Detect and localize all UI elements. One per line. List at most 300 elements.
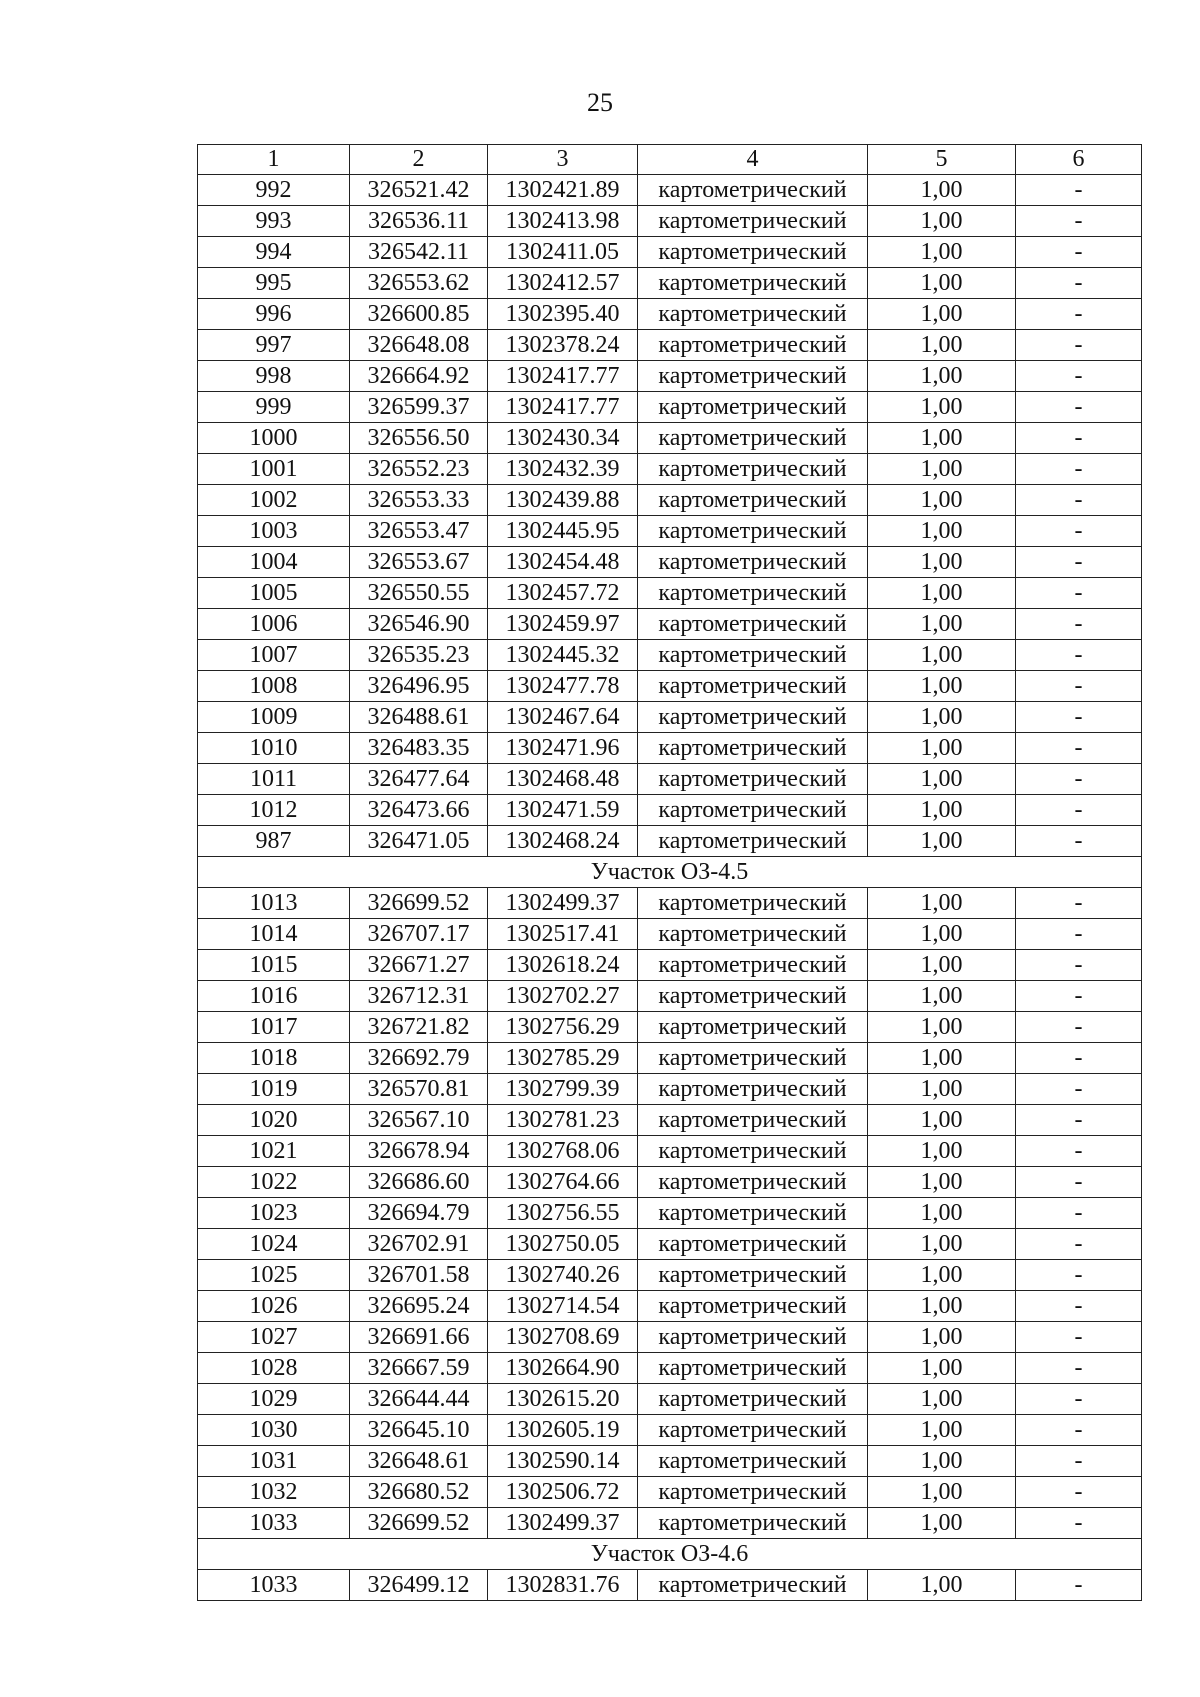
table-row <box>198 454 1142 485</box>
table-row <box>198 330 1142 361</box>
table-row <box>198 795 1142 826</box>
description-cell: - <box>1016 578 1142 609</box>
x-coordinate-cell: 326477.64 <box>350 764 488 795</box>
method-cell: картометрический <box>638 919 868 950</box>
description-cell: - <box>1016 1012 1142 1043</box>
description-cell: - <box>1016 733 1142 764</box>
table-row <box>198 1570 1142 1601</box>
y-coordinate-cell: 1302467.64 <box>488 702 638 733</box>
point-number-cell: 1013 <box>198 888 350 919</box>
method-cell: картометрический <box>638 454 868 485</box>
table-row <box>198 702 1142 733</box>
x-coordinate-cell: 326535.23 <box>350 640 488 671</box>
coordinates-table <box>197 144 1142 1601</box>
description-cell: - <box>1016 299 1142 330</box>
point-number-cell: 1018 <box>198 1043 350 1074</box>
description-cell: - <box>1016 423 1142 454</box>
x-coordinate-cell: 326695.24 <box>350 1291 488 1322</box>
table-row <box>198 299 1142 330</box>
column-header: 4 <box>638 145 868 175</box>
description-cell: - <box>1016 1508 1142 1539</box>
description-cell: - <box>1016 175 1142 206</box>
table-row <box>198 392 1142 423</box>
y-coordinate-cell: 1302459.97 <box>488 609 638 640</box>
x-coordinate-cell: 326536.11 <box>350 206 488 237</box>
x-coordinate-cell: 326600.85 <box>350 299 488 330</box>
section-title-row <box>198 857 1142 888</box>
x-coordinate-cell: 326701.58 <box>350 1260 488 1291</box>
x-coordinate-cell: 326671.27 <box>350 950 488 981</box>
point-number-cell: 1016 <box>198 981 350 1012</box>
point-number-cell: 995 <box>198 268 350 299</box>
y-coordinate-cell: 1302432.39 <box>488 454 638 485</box>
y-coordinate-cell: 1302764.66 <box>488 1167 638 1198</box>
point-number-cell: 1030 <box>198 1415 350 1446</box>
accuracy-cell: 1,00 <box>868 1074 1016 1105</box>
method-cell: картометрический <box>638 237 868 268</box>
description-cell: - <box>1016 702 1142 733</box>
x-coordinate-cell: 326664.92 <box>350 361 488 392</box>
accuracy-cell: 1,00 <box>868 454 1016 485</box>
section-title-row <box>198 1539 1142 1570</box>
method-cell: картометрический <box>638 516 868 547</box>
description-cell: - <box>1016 330 1142 361</box>
point-number-cell: 1031 <box>198 1446 350 1477</box>
method-cell: картометрический <box>638 1508 868 1539</box>
accuracy-cell: 1,00 <box>868 423 1016 454</box>
description-cell: - <box>1016 671 1142 702</box>
point-number-cell: 1033 <box>198 1508 350 1539</box>
method-cell: картометрический <box>638 361 868 392</box>
table-row <box>198 1508 1142 1539</box>
accuracy-cell: 1,00 <box>868 361 1016 392</box>
x-coordinate-cell: 326521.42 <box>350 175 488 206</box>
x-coordinate-cell: 326570.81 <box>350 1074 488 1105</box>
accuracy-cell: 1,00 <box>868 1136 1016 1167</box>
table-row <box>198 1353 1142 1384</box>
description-cell: - <box>1016 1167 1142 1198</box>
table-row <box>198 609 1142 640</box>
x-coordinate-cell: 326553.67 <box>350 547 488 578</box>
method-cell: картометрический <box>638 485 868 516</box>
y-coordinate-cell: 1302445.32 <box>488 640 638 671</box>
y-coordinate-cell: 1302664.90 <box>488 1353 638 1384</box>
description-cell: - <box>1016 1477 1142 1508</box>
y-coordinate-cell: 1302430.34 <box>488 423 638 454</box>
y-coordinate-cell: 1302445.95 <box>488 516 638 547</box>
description-cell: - <box>1016 609 1142 640</box>
method-cell: картометрический <box>638 330 868 361</box>
x-coordinate-cell: 326553.47 <box>350 516 488 547</box>
point-number-cell: 1021 <box>198 1136 350 1167</box>
description-cell: - <box>1016 950 1142 981</box>
table-row <box>198 1105 1142 1136</box>
y-coordinate-cell: 1302499.37 <box>488 1508 638 1539</box>
table-row <box>198 981 1142 1012</box>
y-coordinate-cell: 1302454.48 <box>488 547 638 578</box>
description-cell: - <box>1016 1353 1142 1384</box>
point-number-cell: 1002 <box>198 485 350 516</box>
method-cell: картометрический <box>638 795 868 826</box>
method-cell: картометрический <box>638 1384 868 1415</box>
y-coordinate-cell: 1302468.48 <box>488 764 638 795</box>
method-cell: картометрический <box>638 1322 868 1353</box>
description-cell: - <box>1016 981 1142 1012</box>
table-row <box>198 1136 1142 1167</box>
x-coordinate-cell: 326699.52 <box>350 888 488 919</box>
point-number-cell: 993 <box>198 206 350 237</box>
x-coordinate-cell: 326553.62 <box>350 268 488 299</box>
y-coordinate-cell: 1302421.89 <box>488 175 638 206</box>
method-cell: картометрический <box>638 1260 868 1291</box>
table-row <box>198 423 1142 454</box>
table-row <box>198 1198 1142 1229</box>
x-coordinate-cell: 326552.23 <box>350 454 488 485</box>
description-cell: - <box>1016 1074 1142 1105</box>
accuracy-cell: 1,00 <box>868 1167 1016 1198</box>
table-row <box>198 1260 1142 1291</box>
point-number-cell: 1017 <box>198 1012 350 1043</box>
y-coordinate-cell: 1302477.78 <box>488 671 638 702</box>
description-cell: - <box>1016 1229 1142 1260</box>
description-cell: - <box>1016 1198 1142 1229</box>
method-cell: картометрический <box>638 1012 868 1043</box>
point-number-cell: 1006 <box>198 609 350 640</box>
table-row <box>198 206 1142 237</box>
accuracy-cell: 1,00 <box>868 516 1016 547</box>
y-coordinate-cell: 1302590.14 <box>488 1446 638 1477</box>
table-row <box>198 919 1142 950</box>
point-number-cell: 1005 <box>198 578 350 609</box>
y-coordinate-cell: 1302412.57 <box>488 268 638 299</box>
x-coordinate-cell: 326473.66 <box>350 795 488 826</box>
point-number-cell: 992 <box>198 175 350 206</box>
column-header: 1 <box>198 145 350 175</box>
point-number-cell: 1004 <box>198 547 350 578</box>
point-number-cell: 1011 <box>198 764 350 795</box>
y-coordinate-cell: 1302378.24 <box>488 330 638 361</box>
description-cell: - <box>1016 1322 1142 1353</box>
method-cell: картометрический <box>638 764 868 795</box>
table-row <box>198 640 1142 671</box>
page-number: 25 <box>587 88 613 117</box>
description-cell: - <box>1016 392 1142 423</box>
description-cell: - <box>1016 1415 1142 1446</box>
y-coordinate-cell: 1302417.77 <box>488 361 638 392</box>
description-cell: - <box>1016 795 1142 826</box>
y-coordinate-cell: 1302750.05 <box>488 1229 638 1260</box>
x-coordinate-cell: 326648.61 <box>350 1446 488 1477</box>
x-coordinate-cell: 326721.82 <box>350 1012 488 1043</box>
y-coordinate-cell: 1302785.29 <box>488 1043 638 1074</box>
accuracy-cell: 1,00 <box>868 733 1016 764</box>
point-number-cell: 1019 <box>198 1074 350 1105</box>
method-cell: картометрический <box>638 826 868 857</box>
table-row <box>198 950 1142 981</box>
accuracy-cell: 1,00 <box>868 299 1016 330</box>
point-number-cell: 1012 <box>198 795 350 826</box>
y-coordinate-cell: 1302714.54 <box>488 1291 638 1322</box>
accuracy-cell: 1,00 <box>868 547 1016 578</box>
point-number-cell: 1028 <box>198 1353 350 1384</box>
point-number-cell: 1007 <box>198 640 350 671</box>
accuracy-cell: 1,00 <box>868 1570 1016 1601</box>
table-row <box>198 1477 1142 1508</box>
method-cell: картометрический <box>638 1291 868 1322</box>
description-cell: - <box>1016 237 1142 268</box>
description-cell: - <box>1016 547 1142 578</box>
y-coordinate-cell: 1302413.98 <box>488 206 638 237</box>
point-number-cell: 998 <box>198 361 350 392</box>
accuracy-cell: 1,00 <box>868 330 1016 361</box>
column-header: 5 <box>868 145 1016 175</box>
x-coordinate-cell: 326707.17 <box>350 919 488 950</box>
y-coordinate-cell: 1302702.27 <box>488 981 638 1012</box>
accuracy-cell: 1,00 <box>868 392 1016 423</box>
method-cell: картометрический <box>638 671 868 702</box>
y-coordinate-cell: 1302411.05 <box>488 237 638 268</box>
point-number-cell: 994 <box>198 237 350 268</box>
accuracy-cell: 1,00 <box>868 268 1016 299</box>
description-cell: - <box>1016 361 1142 392</box>
accuracy-cell: 1,00 <box>868 1353 1016 1384</box>
point-number-cell: 1027 <box>198 1322 350 1353</box>
column-header: 2 <box>350 145 488 175</box>
point-number-cell: 1000 <box>198 423 350 454</box>
accuracy-cell: 1,00 <box>868 1446 1016 1477</box>
table-row <box>198 1322 1142 1353</box>
x-coordinate-cell: 326483.35 <box>350 733 488 764</box>
x-coordinate-cell: 326702.91 <box>350 1229 488 1260</box>
point-number-cell: 996 <box>198 299 350 330</box>
table-row <box>198 547 1142 578</box>
table-row <box>198 361 1142 392</box>
description-cell: - <box>1016 485 1142 516</box>
table-row <box>198 1012 1142 1043</box>
accuracy-cell: 1,00 <box>868 1043 1016 1074</box>
accuracy-cell: 1,00 <box>868 1322 1016 1353</box>
description-cell: - <box>1016 1043 1142 1074</box>
point-number-cell: 1024 <box>198 1229 350 1260</box>
y-coordinate-cell: 1302708.69 <box>488 1322 638 1353</box>
description-cell: - <box>1016 1384 1142 1415</box>
table-header-row <box>198 145 1142 175</box>
method-cell: картометрический <box>638 175 868 206</box>
description-cell: - <box>1016 268 1142 299</box>
method-cell: картометрический <box>638 547 868 578</box>
x-coordinate-cell: 326567.10 <box>350 1105 488 1136</box>
y-coordinate-cell: 1302605.19 <box>488 1415 638 1446</box>
y-coordinate-cell: 1302740.26 <box>488 1260 638 1291</box>
y-coordinate-cell: 1302395.40 <box>488 299 638 330</box>
method-cell: картометрический <box>638 1477 868 1508</box>
table-row <box>198 1415 1142 1446</box>
description-cell: - <box>1016 919 1142 950</box>
y-coordinate-cell: 1302471.96 <box>488 733 638 764</box>
method-cell: картометрический <box>638 640 868 671</box>
x-coordinate-cell: 326692.79 <box>350 1043 488 1074</box>
point-number-cell: 1029 <box>198 1384 350 1415</box>
x-coordinate-cell: 326686.60 <box>350 1167 488 1198</box>
point-number-cell: 1025 <box>198 1260 350 1291</box>
point-number-cell: 999 <box>198 392 350 423</box>
accuracy-cell: 1,00 <box>868 795 1016 826</box>
section-title: Участок ОЗ-4.6 <box>198 1539 1142 1570</box>
y-coordinate-cell: 1302506.72 <box>488 1477 638 1508</box>
table-row <box>198 1446 1142 1477</box>
description-cell: - <box>1016 206 1142 237</box>
x-coordinate-cell: 326645.10 <box>350 1415 488 1446</box>
accuracy-cell: 1,00 <box>868 764 1016 795</box>
point-number-cell: 1009 <box>198 702 350 733</box>
point-number-cell: 1020 <box>198 1105 350 1136</box>
x-coordinate-cell: 326599.37 <box>350 392 488 423</box>
method-cell: картометрический <box>638 1570 868 1601</box>
method-cell: картометрический <box>638 1105 868 1136</box>
description-cell: - <box>1016 1446 1142 1477</box>
x-coordinate-cell: 326699.52 <box>350 1508 488 1539</box>
x-coordinate-cell: 326556.50 <box>350 423 488 454</box>
point-number-cell: 1033 <box>198 1570 350 1601</box>
accuracy-cell: 1,00 <box>868 1229 1016 1260</box>
x-coordinate-cell: 326667.59 <box>350 1353 488 1384</box>
point-number-cell: 1010 <box>198 733 350 764</box>
accuracy-cell: 1,00 <box>868 485 1016 516</box>
description-cell: - <box>1016 888 1142 919</box>
accuracy-cell: 1,00 <box>868 578 1016 609</box>
table-row <box>198 1384 1142 1415</box>
description-cell: - <box>1016 454 1142 485</box>
table-row <box>198 268 1142 299</box>
accuracy-cell: 1,00 <box>868 1012 1016 1043</box>
x-coordinate-cell: 326644.44 <box>350 1384 488 1415</box>
table-row <box>198 1167 1142 1198</box>
description-cell: - <box>1016 516 1142 547</box>
point-number-cell: 1032 <box>198 1477 350 1508</box>
method-cell: картометрический <box>638 1198 868 1229</box>
table-row <box>198 516 1142 547</box>
x-coordinate-cell: 326542.11 <box>350 237 488 268</box>
description-cell: - <box>1016 1105 1142 1136</box>
accuracy-cell: 1,00 <box>868 702 1016 733</box>
method-cell: картометрический <box>638 1446 868 1477</box>
description-cell: - <box>1016 1291 1142 1322</box>
description-cell: - <box>1016 1260 1142 1291</box>
accuracy-cell: 1,00 <box>868 237 1016 268</box>
x-coordinate-cell: 326694.79 <box>350 1198 488 1229</box>
table-row <box>198 1043 1142 1074</box>
method-cell: картометрический <box>638 1074 868 1105</box>
description-cell: - <box>1016 1570 1142 1601</box>
description-cell: - <box>1016 1136 1142 1167</box>
table-row <box>198 1291 1142 1322</box>
method-cell: картометрический <box>638 299 868 330</box>
description-cell: - <box>1016 764 1142 795</box>
y-coordinate-cell: 1302756.55 <box>488 1198 638 1229</box>
method-cell: картометрический <box>638 268 868 299</box>
table-row <box>198 733 1142 764</box>
method-cell: картометрический <box>638 1167 868 1198</box>
x-coordinate-cell: 326471.05 <box>350 826 488 857</box>
y-coordinate-cell: 1302768.06 <box>488 1136 638 1167</box>
x-coordinate-cell: 326546.90 <box>350 609 488 640</box>
x-coordinate-cell: 326488.61 <box>350 702 488 733</box>
table-row <box>198 1229 1142 1260</box>
x-coordinate-cell: 326553.33 <box>350 485 488 516</box>
accuracy-cell: 1,00 <box>868 1198 1016 1229</box>
table-row <box>198 671 1142 702</box>
table-row <box>198 175 1142 206</box>
table-row <box>198 888 1142 919</box>
table-row <box>198 826 1142 857</box>
accuracy-cell: 1,00 <box>868 981 1016 1012</box>
method-cell: картометрический <box>638 423 868 454</box>
method-cell: картометрический <box>638 1353 868 1384</box>
method-cell: картометрический <box>638 981 868 1012</box>
table-row <box>198 764 1142 795</box>
method-cell: картометрический <box>638 392 868 423</box>
x-coordinate-cell: 326691.66 <box>350 1322 488 1353</box>
accuracy-cell: 1,00 <box>868 1477 1016 1508</box>
point-number-cell: 1022 <box>198 1167 350 1198</box>
accuracy-cell: 1,00 <box>868 888 1016 919</box>
point-number-cell: 1014 <box>198 919 350 950</box>
y-coordinate-cell: 1302417.77 <box>488 392 638 423</box>
x-coordinate-cell: 326499.12 <box>350 1570 488 1601</box>
method-cell: картометрический <box>638 609 868 640</box>
section-title: Участок ОЗ-4.5 <box>198 857 1142 888</box>
method-cell: картометрический <box>638 1229 868 1260</box>
point-number-cell: 1003 <box>198 516 350 547</box>
point-number-cell: 1008 <box>198 671 350 702</box>
y-coordinate-cell: 1302618.24 <box>488 950 638 981</box>
accuracy-cell: 1,00 <box>868 1384 1016 1415</box>
accuracy-cell: 1,00 <box>868 671 1016 702</box>
accuracy-cell: 1,00 <box>868 1260 1016 1291</box>
y-coordinate-cell: 1302517.41 <box>488 919 638 950</box>
table-row <box>198 1074 1142 1105</box>
x-coordinate-cell: 326496.95 <box>350 671 488 702</box>
x-coordinate-cell: 326648.08 <box>350 330 488 361</box>
x-coordinate-cell: 326712.31 <box>350 981 488 1012</box>
method-cell: картометрический <box>638 1415 868 1446</box>
method-cell: картометрический <box>638 1043 868 1074</box>
y-coordinate-cell: 1302457.72 <box>488 578 638 609</box>
point-number-cell: 1015 <box>198 950 350 981</box>
column-header: 6 <box>1016 145 1142 175</box>
y-coordinate-cell: 1302468.24 <box>488 826 638 857</box>
point-number-cell: 1001 <box>198 454 350 485</box>
accuracy-cell: 1,00 <box>868 609 1016 640</box>
y-coordinate-cell: 1302615.20 <box>488 1384 638 1415</box>
y-coordinate-cell: 1302799.39 <box>488 1074 638 1105</box>
table-row <box>198 485 1142 516</box>
method-cell: картометрический <box>638 950 868 981</box>
point-number-cell: 1026 <box>198 1291 350 1322</box>
table-body <box>198 175 1142 1601</box>
accuracy-cell: 1,00 <box>868 919 1016 950</box>
accuracy-cell: 1,00 <box>868 1415 1016 1446</box>
y-coordinate-cell: 1302756.29 <box>488 1012 638 1043</box>
y-coordinate-cell: 1302831.76 <box>488 1570 638 1601</box>
point-number-cell: 987 <box>198 826 350 857</box>
method-cell: картометрический <box>638 578 868 609</box>
accuracy-cell: 1,00 <box>868 1291 1016 1322</box>
accuracy-cell: 1,00 <box>868 1105 1016 1136</box>
y-coordinate-cell: 1302471.59 <box>488 795 638 826</box>
point-number-cell: 997 <box>198 330 350 361</box>
point-number-cell: 1023 <box>198 1198 350 1229</box>
